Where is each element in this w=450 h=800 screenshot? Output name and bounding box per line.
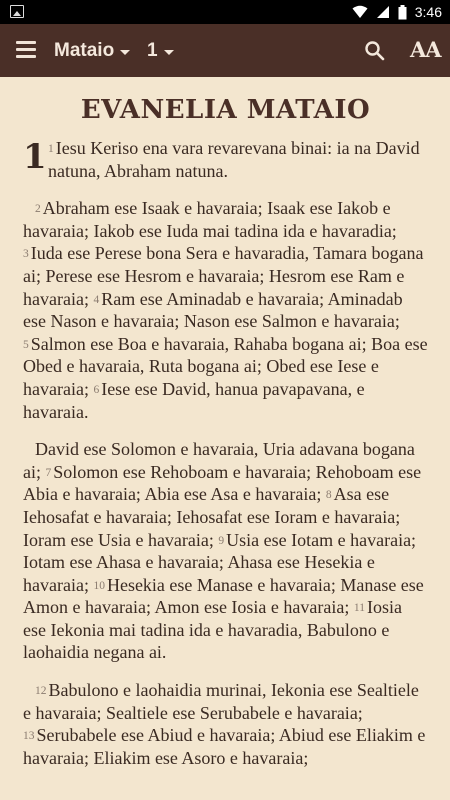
signal-icon <box>376 5 390 19</box>
verse-text: Serubabele ese Abiud e havaraia; Abiud ese Eliakim e havaraia; Eliakim ese Asoro e havaraia; <box>23 725 426 768</box>
verse-number: 12 <box>35 685 47 698</box>
chapter-number: 1 <box>23 137 47 177</box>
paragraph-3 <box>23 438 428 664</box>
wifi-icon <box>352 5 368 19</box>
verse-12 <box>23 680 419 723</box>
book-title: EVANELIA MATAIO <box>80 95 371 125</box>
verse-2 <box>23 198 397 241</box>
chapter-label: 1 <box>147 40 158 61</box>
verse-number: 13 <box>23 730 35 743</box>
verse-1 <box>48 138 420 181</box>
verse-number: 3 <box>23 248 29 261</box>
battery-icon <box>398 5 407 20</box>
verse-text: Ram ese Aminadab e havaraia; Aminadab ese Nason e havaraia; Nason ese Salmon e havaraia; <box>23 288 403 332</box>
verse-text: Usia ese Iotam e havaraia; Iotam ese Ahasa e havaraia; Ahasa ese Hesekia e havaraia; <box>23 529 417 595</box>
verse-number: 5 <box>23 338 29 351</box>
verse-number: 4 <box>93 293 100 306</box>
verse-number: 7 <box>45 466 52 479</box>
verse-text: Abraham ese Isaak e havaraia; Isaak ese Iakob e havaraia; Iakob ese Iuda mai tadina ida e havaradia; <box>23 198 397 241</box>
verse-text: Asa ese Iehosafat e havaraia; Iehosafat ese Ioram e havaraia; Ioram ese Usia e havaraia; <box>23 484 401 550</box>
menu-icon[interactable] <box>16 41 36 59</box>
verse-number: 6 <box>93 383 100 396</box>
reader-content[interactable] <box>0 77 450 800</box>
status-time: 3:46 <box>414 4 442 20</box>
chevron-down-icon <box>164 50 174 55</box>
verse-text: Solomon ese Rehoboam e havaraia; Rehoboam ese Abia e havaraia; Abia ese Asa e havaraia; <box>23 461 422 505</box>
verse-text: Salmon ese Boa e havaraia, Rahaba bogana ai; Boa ese Obed e havaraia, Ruta bogana ai; Obed ese Iese e havaraia; <box>23 333 428 399</box>
chevron-down-icon <box>120 50 130 55</box>
paragraph-2 <box>23 197 428 423</box>
search-button[interactable] <box>362 38 388 64</box>
verse-text: Iese ese David, hanua pavapavana, e havaraia. <box>23 378 365 422</box>
paragraph-4 <box>23 679 428 769</box>
status-bar <box>0 0 450 24</box>
gallery-notification-icon <box>10 5 24 18</box>
verse-number: 9 <box>218 534 225 547</box>
verse-text: Hesekia ese Manase e havaraia; Manase ese Amon e havaraia; Amon ese Iosia e havaraia; <box>23 574 424 618</box>
text-size-icon: AA <box>410 37 441 62</box>
verse-number: 8 <box>325 489 332 502</box>
chapter-selector[interactable] <box>147 38 174 64</box>
search-icon <box>362 38 388 64</box>
app-toolbar <box>0 24 450 77</box>
verse-text: David ese Solomon e havaraia, Uria adavana bogana ai; <box>23 439 415 482</box>
text-size-button[interactable] <box>410 37 441 63</box>
verse-number: 11 <box>353 602 365 615</box>
paragraph-1 <box>23 137 428 182</box>
verse-text: Iuda ese Perese bona Sera e havaradia, Tamara bogana ai; Perese ese Hesrom e havaraia; Hesrom ese Ram e havaraia; <box>23 243 424 309</box>
verse-13 <box>23 725 425 768</box>
verse-number: 1 <box>48 143 54 155</box>
book-selector[interactable] <box>54 38 130 64</box>
verse-text: Iesu Keriso ena vara revarevana binai: ia na David natuna, Abraham natuna. <box>48 138 420 181</box>
verse-text: Iosia ese Iekonia mai tadina ida e havaradia, Babulono e laohaidia negana ai. <box>23 597 402 663</box>
status-icons <box>352 0 442 24</box>
verse-number: 10 <box>93 579 105 592</box>
verse-text: Babulono e laohaidia murinai, Iekonia ese Sealtiele e havaraia; Sealtiele ese Serubabele e havaraia; <box>23 680 419 723</box>
book-label: Mataio <box>54 40 115 61</box>
verse-number: 2 <box>35 203 41 216</box>
